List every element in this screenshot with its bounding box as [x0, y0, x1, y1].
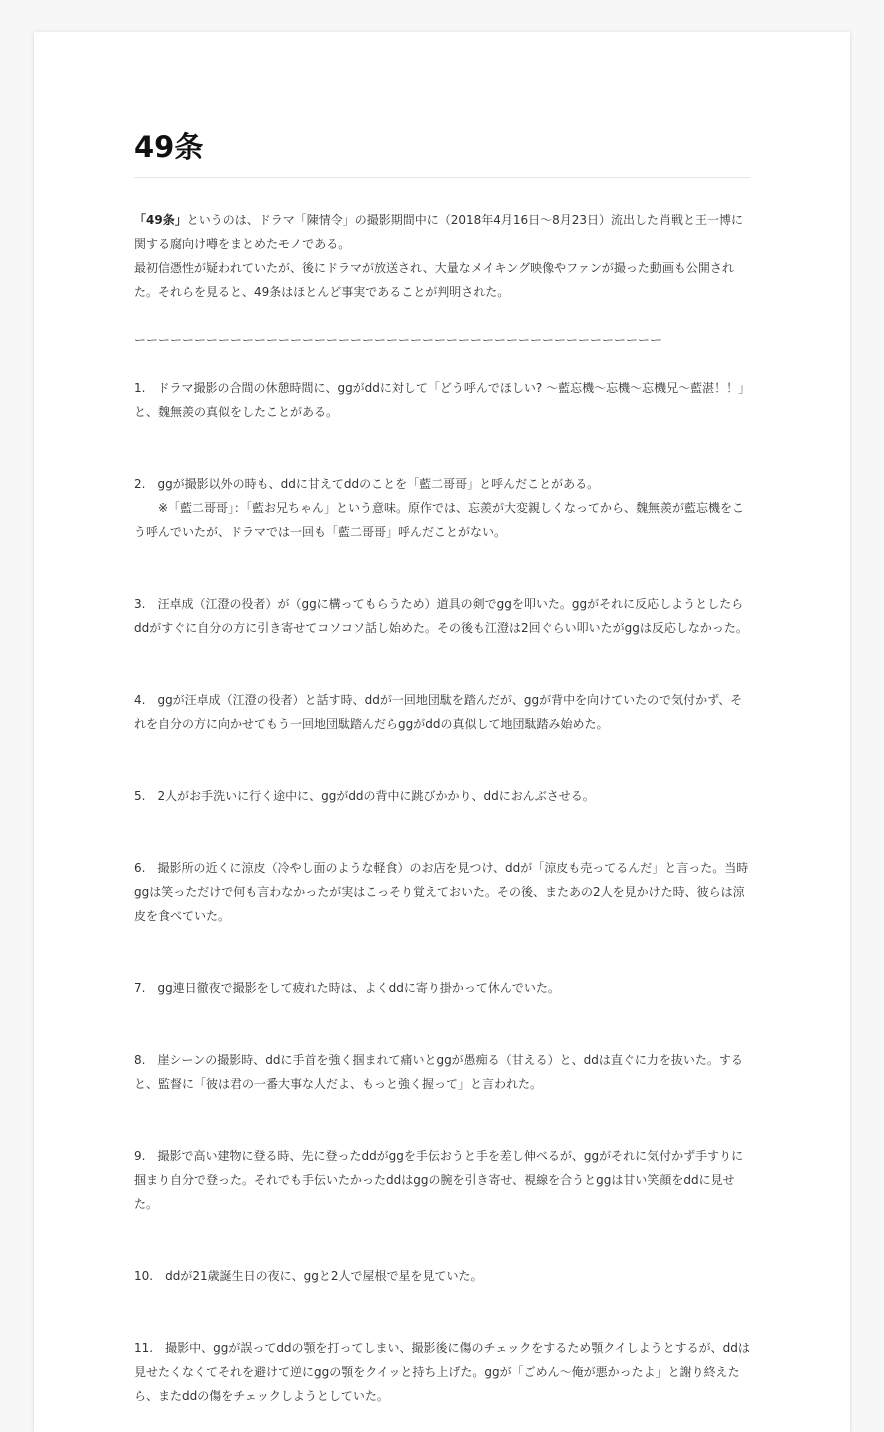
item-text: 1. ドラマ撮影の合間の休憩時間に、ggがddに対して「どう呼んでほしい? 〜藍忘機〜忘機〜忘機兄〜藍湛！！」と、魏無羨の真似をしたことがある。	[134, 381, 745, 419]
item-text: 5. 2人がお手洗いに行く途中に、ggがddの背中に跳びかかり、ddにおんぶさせる。	[134, 789, 595, 803]
intro-section	[134, 208, 750, 304]
item-note: ※「藍二哥哥」：「藍お兄ちゃん」という意味。原作では、忘羨が大変親しくなってから、魏無羨が藍忘機をこう呼んでいたが、ドラマでは一回も「藍二哥哥」呼んだことがない。	[134, 501, 745, 539]
list-item	[134, 472, 750, 544]
item-text: 11. 撮影中、ggが誤ってddの顎を打ってしまい、撮影後に傷のチェックをするため顎クイしようとするが、ddは見せたくなくてそれを避けて逆にggの顎をクイッと持ち上げた。ggが「ごめん〜俺が悪かったよ」と謝り終えたら、またddの傷をチェックしようとしていた。	[134, 1341, 750, 1403]
intro-paragraph	[134, 208, 750, 256]
list-item	[134, 592, 750, 640]
item-text: 8. 崖シーンの撮影時、ddに手首を強く掴まれて痛いとggが愚痴る（甘える）と、ddは直ぐに力を抜いた。すると、監督に「彼は君の一番大事な人だよ、もっと強く握って」と言われた。	[134, 1053, 743, 1091]
article-content	[134, 127, 750, 1408]
list-item	[134, 784, 750, 808]
page-title: 49条	[134, 127, 750, 178]
item-text: 10. ddが21歳誕生日の夜に、ggと2人で屋根で星を見ていた。	[134, 1269, 483, 1283]
list-item	[134, 856, 750, 928]
intro-second-paragraph: 最初信憑性が疑われていたが、後にドラマが放送され、大量なメイキング映像やファンが撮った動画も公開された。それらを見ると、49条はほとんど事実であることが判明された。	[134, 261, 734, 299]
intro-lead-bold: 「49条」	[134, 213, 187, 227]
item-text: 3. 汪卓成（江澄の役者）が（ggに構ってもらうため）道具の剣でggを叩いた。ggがそれに反応しようとしたらddがすぐに自分の方に引き寄せてコソコソ話し始めた。その後も江澄は2回ぐらい叩いたがggは反応しなかった。	[134, 597, 748, 635]
item-text: 6. 撮影所の近くに涼皮（冷やし面のような軽食）のお店を見つけ、ddが「涼皮も売ってるんだ」と言った。当時ggは笑っただけで何も言わなかったが実はこっそり覚えておいた。その後、またあの2人を見かけた時、彼らは涼皮を食べていた。	[134, 861, 749, 923]
list-item	[134, 976, 750, 1000]
item-text: 7. gg連日徹夜で撮影をして疲れた時は、よくddに寄り掛かって休んでいた。	[134, 981, 560, 995]
list-item	[134, 1336, 750, 1408]
list-item	[134, 1144, 750, 1216]
list-item	[134, 688, 750, 736]
list-item	[134, 376, 750, 424]
intro-lead-text: というのは、ドラマ「陳情令」の撮影期間中に（2018年4月16日〜8月23日）流出した肖戦と王一博に関する腐向け噂をまとめたモノである。	[134, 213, 744, 251]
list-item	[134, 1264, 750, 1288]
item-text: 9. 撮影で高い建物に登る時、先に登ったddがggを手伝おうと手を差し伸べるが、ggがそれに気付かず手すりに掴まり自分で登った。それでも手伝いたかったddはggの腕を引き寄せ、視線を合うとggは甘い笑顔をddに見せた。	[134, 1149, 744, 1211]
list-item	[134, 1048, 750, 1096]
document-page	[34, 32, 850, 1432]
divider-line: ーーーーーーーーーーーーーーーーーーーーーーーーーーーーーーーーーーーーーーーーーーーー	[134, 333, 663, 347]
item-text: 4. ggが汪卓成（江澄の役者）と話す時、ddが一回地団駄を踏んだが、ggが背中を向けていたので気付かず、それを自分の方に向かせてもう一回地団駄踏んだらggがddの真似して地団駄踏み始めた。	[134, 693, 743, 731]
item-text: 2. ggが撮影以外の時も、ddに甘えてddのことを「藍二哥哥」と呼んだことがある。	[134, 477, 600, 491]
